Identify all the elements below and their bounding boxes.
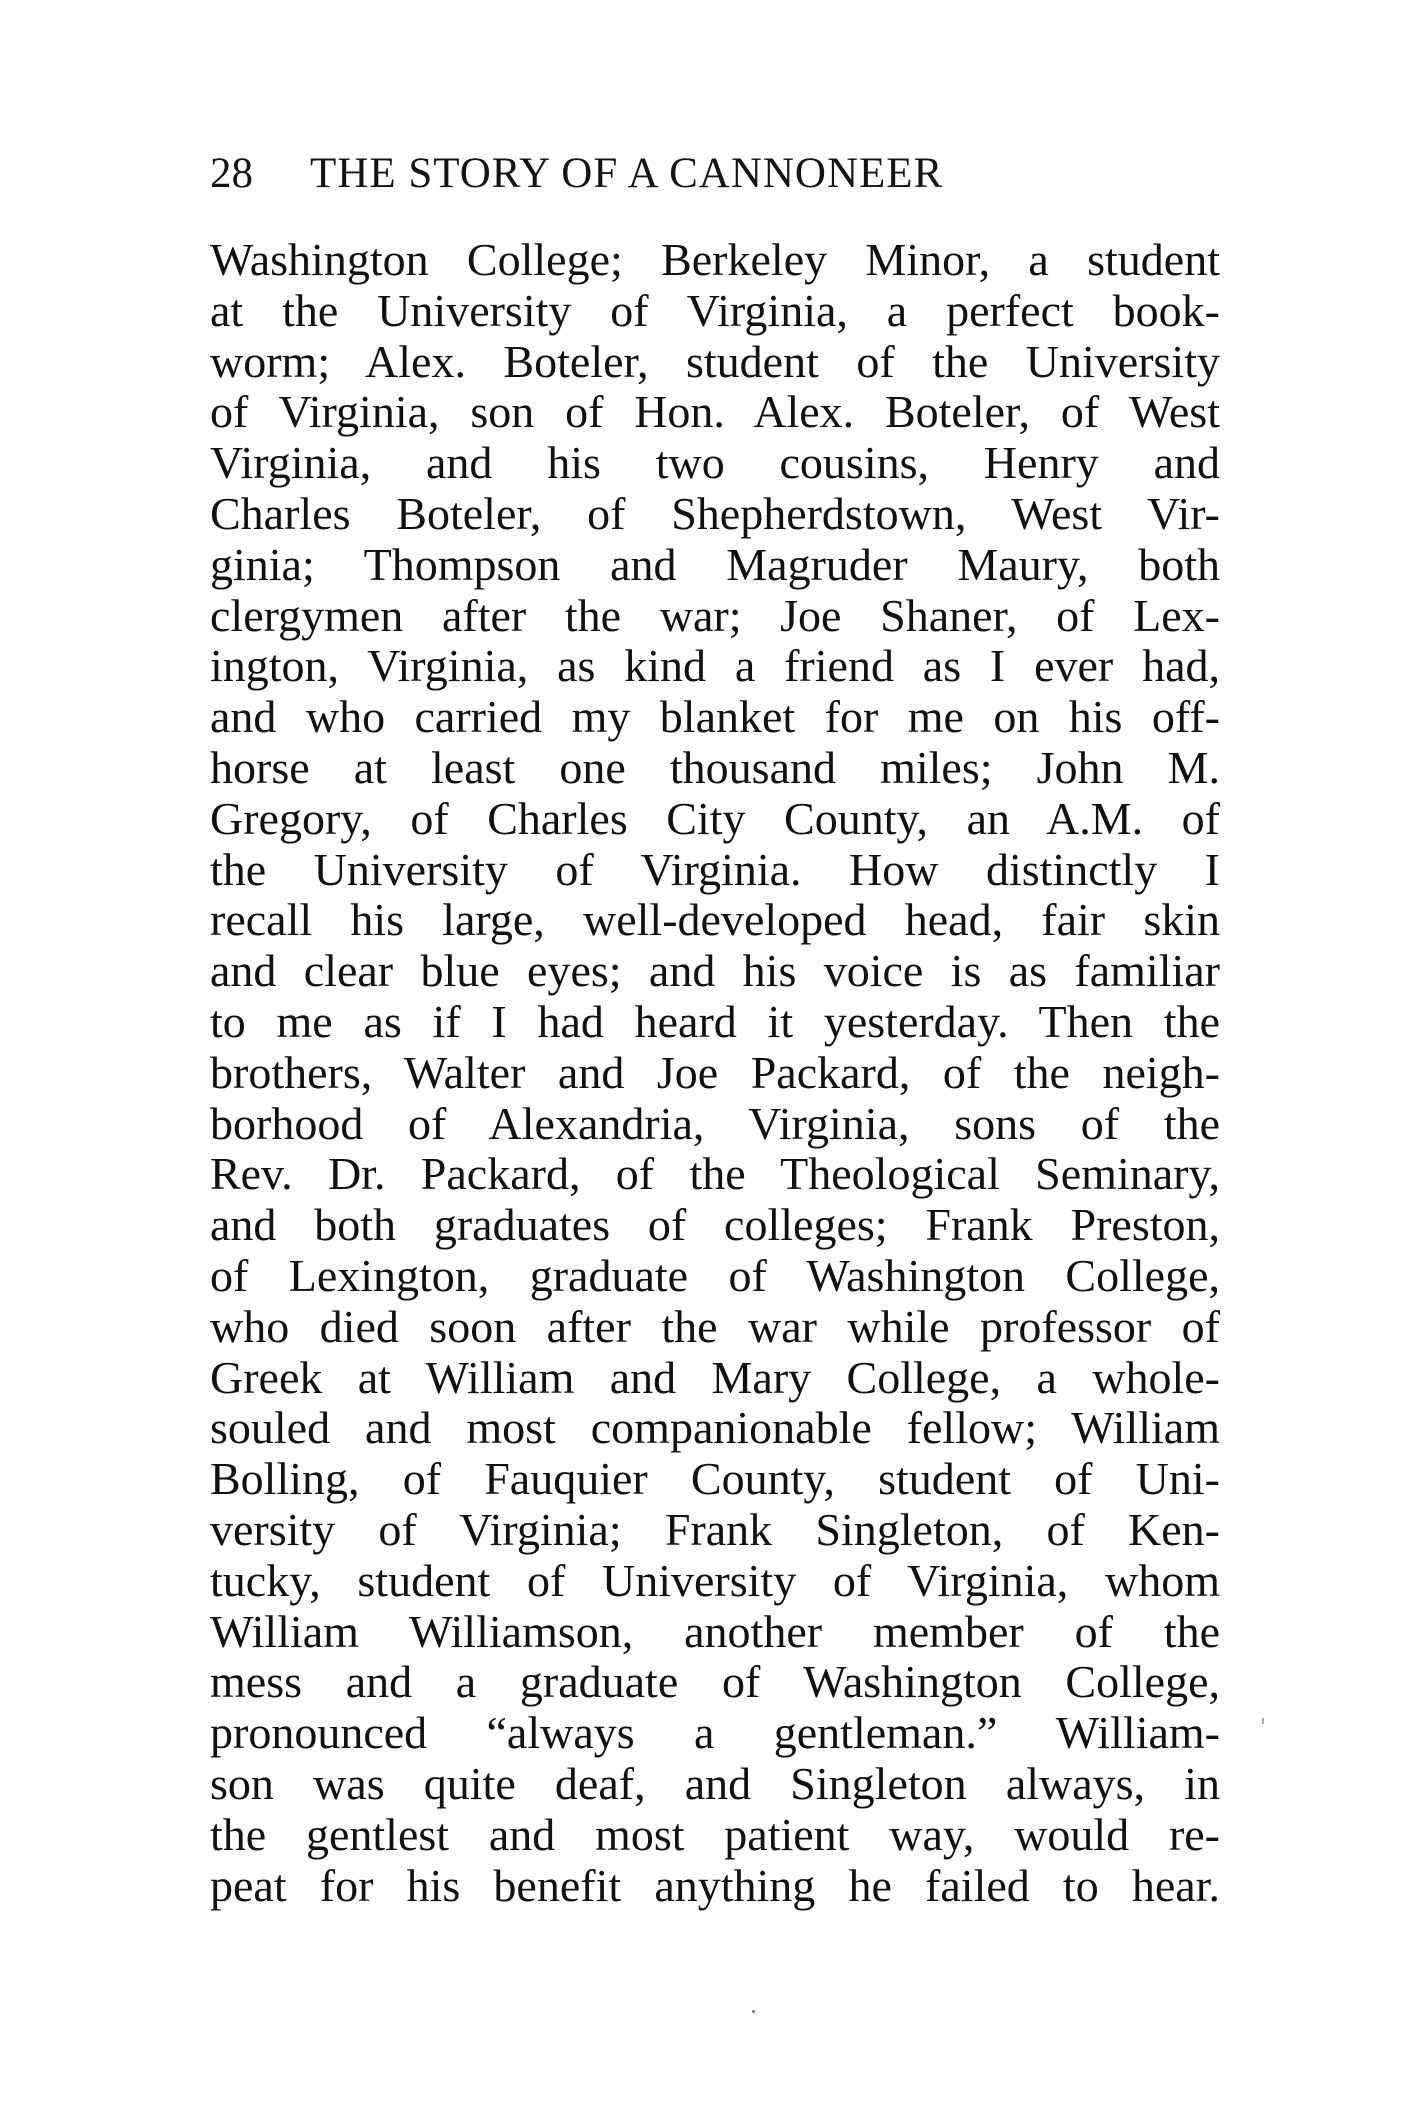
text-line: Bolling, of Fauquier County, student of Uni- [210, 1453, 1220, 1505]
text-line: recall his large, well-developed head, fair skin [210, 894, 1220, 946]
text-line: brothers, Walter and Joe Packard, of the neigh- [210, 1046, 1220, 1098]
text-line: tucky, student of University of Virginia, whom [210, 1554, 1220, 1606]
margin-mark [1262, 1718, 1264, 1724]
text-line: ington, Virginia, as kind a friend as I ever had, [210, 640, 1220, 692]
text-line: of Virginia, son of Hon. Alex. Boteler, of West [210, 386, 1220, 438]
running-head [210, 150, 1220, 198]
paper-speck [752, 2010, 755, 2013]
text-line: borhood of Alexandria, Virginia, sons of the [210, 1097, 1220, 1149]
text-line: pronounced “always a gentleman.” William- [210, 1707, 1220, 1759]
text-line: mess and a graduate of Washington College, [210, 1656, 1220, 1708]
text-line: to me as if I had heard it yesterday. Then the [210, 995, 1220, 1047]
text-line: versity of Virginia; Frank Singleton, of Ken- [210, 1503, 1220, 1555]
text-line: and clear blue eyes; and his voice is as familiar [210, 945, 1220, 997]
text-line: and both graduates of colleges; Frank Preston, [210, 1199, 1220, 1251]
text-line: at the University of Virginia, a perfect book- [210, 284, 1220, 336]
body-text [210, 235, 1220, 1911]
running-title: THE STORY OF A CANNONEER [310, 150, 944, 197]
text-line: who died soon after the war while professor of [210, 1300, 1220, 1352]
text-line: peat for his benefit anything he failed to hear. [210, 1859, 1220, 1911]
text-line: horse at least one thousand miles; John M. [210, 741, 1220, 793]
text-line: Virginia, and his two cousins, Henry and [210, 437, 1220, 489]
text-line: the University of Virginia. How distinctly I [210, 843, 1220, 895]
text-line: and who carried my blanket for me on his off- [210, 691, 1220, 743]
text-line: William Williamson, another member of the [210, 1605, 1220, 1657]
text-line: Charles Boteler, of Shepherdstown, West Vir- [210, 487, 1220, 539]
text-line: the gentlest and most patient way, would re- [210, 1808, 1220, 1860]
text-line: clergymen after the war; Joe Shaner, of Lex- [210, 589, 1220, 641]
text-line: souled and most companionable fellow; William [210, 1402, 1220, 1454]
text-line: Greek at William and Mary College, a whole- [210, 1351, 1220, 1403]
text-line: of Lexington, graduate of Washington College, [210, 1249, 1220, 1301]
text-line: Washington College; Berkeley Minor, a student [210, 234, 1220, 285]
text-line: worm; Alex. Boteler, student of the University [210, 335, 1220, 387]
text-line: ginia; Thompson and Magruder Maury, both [210, 538, 1220, 590]
text-line: Gregory, of Charles City County, an A.M. of [210, 792, 1220, 844]
text-line: son was quite deaf, and Singleton always, in [210, 1757, 1220, 1809]
page-number: 28 [210, 150, 253, 197]
text-line: Rev. Dr. Packard, of the Theological Seminary, [210, 1148, 1220, 1200]
